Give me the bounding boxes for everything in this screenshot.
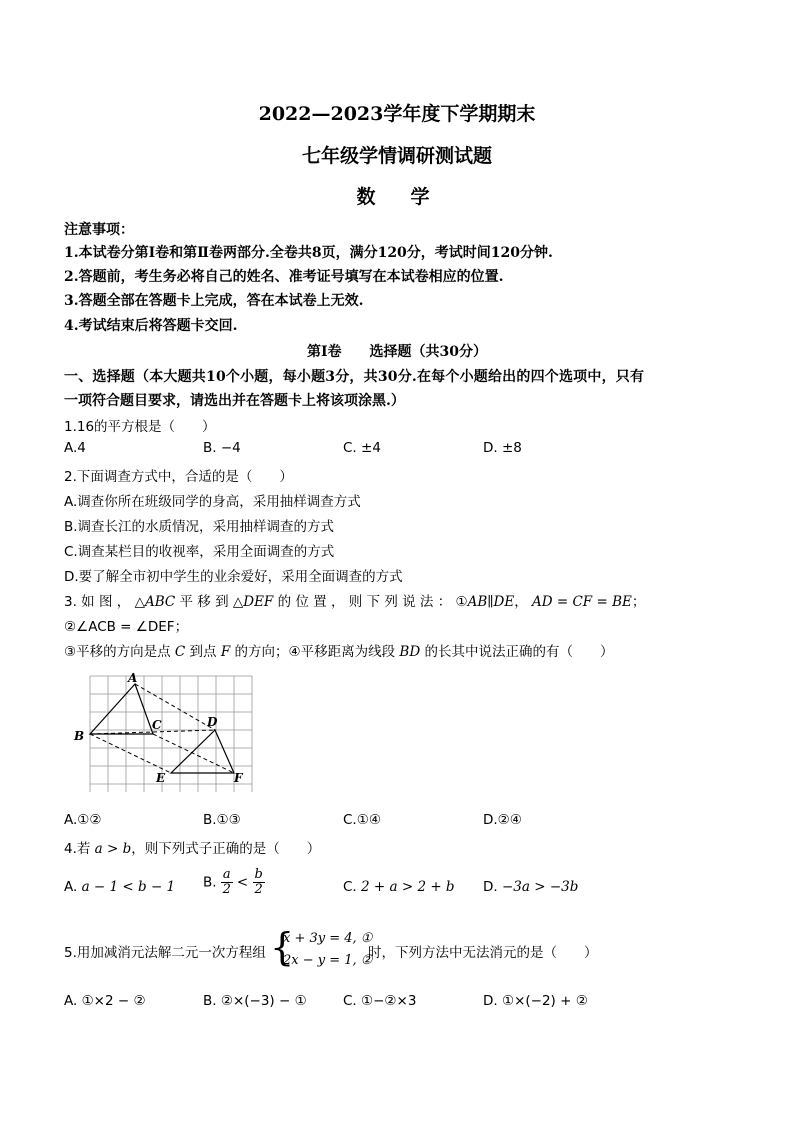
- left-brace: {: [270, 925, 295, 969]
- q5-stem-after: 时，下列方法中无法消元的是（ ）: [368, 945, 598, 961]
- fraction-a-over-2: $\frac{a}{2}$: [222, 867, 231, 897]
- q3-option-d: D.②④: [483, 812, 522, 828]
- label-a: A: [128, 671, 138, 685]
- triangle-def: △DEF: [232, 594, 274, 610]
- q2-stem: 2.下面调查方式中，合适的是（ ）: [64, 469, 293, 485]
- section-instruction: 一、选择题（本大题共10个小题，每小题3分，共30分.在每个小题给出的四个选项中，只有: [64, 369, 645, 385]
- section-instruction-cont: 一项符合题目要求，请选出并在答题卡上将该项涂黑.）: [64, 393, 405, 409]
- triangle-def-shape: [171, 730, 234, 773]
- note-item: 4.考试结束后将答题卡交回.: [64, 318, 238, 334]
- q1-option-b: B. −4: [203, 440, 241, 456]
- exam-title-year: 2022—2023学年度下学期期末: [258, 103, 536, 125]
- q2-option-c: C.调查某栏目的收视率，采用全面调查的方式: [64, 544, 335, 560]
- equation-2: 2x − y = 1, ②: [283, 953, 373, 968]
- exam-title-grade: 七年级学情调研测试题: [301, 145, 492, 167]
- q4-option-a: A. a − 1 < b − 1: [64, 879, 176, 895]
- q4-stem: 4.若 a > b，则下列式子正确的是（ ）: [64, 841, 321, 857]
- q4-option-d: D. −3a > −3b: [483, 879, 579, 895]
- q3-option-a: A.①②: [64, 812, 102, 828]
- volume-title: 第Ⅰ卷 选择题（共30分）: [306, 344, 488, 360]
- label-e: E: [156, 771, 166, 785]
- fraction-b-over-2: $\frac{b}{2}$: [254, 867, 263, 897]
- q4-option-c: C. 2 + a > 2 + b: [343, 879, 455, 895]
- triangle-abc-shape: [90, 684, 153, 734]
- note-item: 2.答题前，考生务必将自己的姓名、准考证号填写在本试卷相应的位置.: [64, 269, 504, 285]
- triangle-abc: △ABC: [134, 594, 176, 610]
- q1-option-d: D. ±8: [483, 440, 522, 456]
- label-f: F: [234, 771, 243, 785]
- q2-option-d: D.要了解全市初中学生的业余爱好，采用全面调查的方式: [64, 569, 403, 585]
- equation-1: x + 3y = 4, ①: [283, 931, 373, 946]
- notes-heading: 注意事项：: [64, 222, 134, 238]
- q2-option-b: B.调查长江的水质情况，采用抽样调查的方式: [64, 519, 335, 535]
- q3-stem-line2: ②∠ACB = ∠DEF；: [64, 619, 189, 635]
- q5-option-b: B. ②×(−3) − ①: [203, 993, 307, 1009]
- q3-stem-line1: 3. 如 图 ， △ABC 平 移 到 △DEF 的 位 置 ， 则 下 列 说 法 ： ①AB∥DE， AD = CF = BE；: [64, 594, 646, 610]
- label-d: D: [207, 715, 218, 729]
- q3-option-b: B.①③: [203, 812, 241, 828]
- q4-option-b: B. $\frac{a}{2}$ < $\frac{b}{2}$: [203, 867, 263, 897]
- translation-figure: [68, 668, 258, 798]
- q5-stem-before: 5.用加减消元法解二元一次方程组: [64, 945, 266, 961]
- q1-stem: 1.16的平方根是（ ）: [64, 419, 216, 435]
- q3-option-c: C.①④: [343, 812, 381, 828]
- q3-stem-line3: ③平移的方向是点 C 到点 F 的方向；④平移距离为线段 BD 的长其中说法正确的有（ ）: [64, 644, 614, 660]
- label-c: C: [152, 718, 162, 732]
- q2-option-a: A.调查你所在班级同学的身高，采用抽样调查方式: [64, 494, 361, 510]
- q5-option-c: C. ①−②×3: [343, 993, 417, 1009]
- q1-option-a: A.4: [64, 440, 86, 456]
- q5-option-d: D. ①×(−2) + ②: [483, 993, 588, 1009]
- note-item: 1.本试卷分第Ⅰ卷和第Ⅱ卷两部分.全卷共8页，满分120分，考试时间120分钟.: [64, 245, 553, 261]
- q5-option-a: A. ①×2 − ②: [64, 993, 146, 1009]
- exam-subject: 数 学: [356, 186, 438, 208]
- q1-option-c: C. ±4: [343, 440, 381, 456]
- note-item: 3.答题全部在答题卡上完成，答在本试卷上无效.: [64, 293, 364, 309]
- label-b: B: [74, 729, 85, 743]
